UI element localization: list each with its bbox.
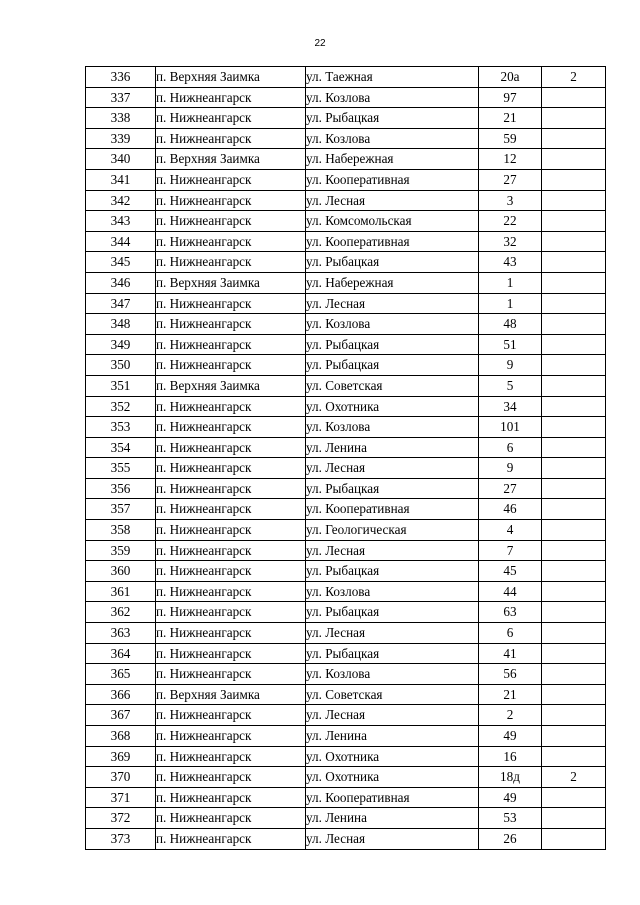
street-cell: ул. Козлова	[306, 581, 479, 602]
table-row	[86, 643, 606, 664]
extra-cell	[542, 520, 606, 541]
table-row	[86, 67, 606, 88]
row-number-cell: 354	[86, 437, 156, 458]
settlement-cell: п. Нижнеангарск	[156, 211, 306, 232]
street-cell: ул. Рыбацкая	[306, 602, 479, 623]
row-number-cell: 362	[86, 602, 156, 623]
row-number-cell: 342	[86, 190, 156, 211]
settlement-cell: п. Верхняя Заимка	[156, 375, 306, 396]
settlement-cell: п. Нижнеангарск	[156, 767, 306, 788]
extra-cell	[542, 478, 606, 499]
settlement-cell: п. Нижнеангарск	[156, 540, 306, 561]
extra-cell	[542, 705, 606, 726]
row-number-cell: 361	[86, 581, 156, 602]
table-row	[86, 602, 606, 623]
table-row	[86, 787, 606, 808]
settlement-cell: п. Нижнеангарск	[156, 746, 306, 767]
settlement-cell: п. Нижнеангарск	[156, 355, 306, 376]
house-number-cell: 32	[479, 231, 542, 252]
table-row	[86, 108, 606, 129]
house-number-cell: 45	[479, 561, 542, 582]
row-number-cell: 373	[86, 828, 156, 849]
extra-cell	[542, 458, 606, 479]
row-number-cell: 359	[86, 540, 156, 561]
house-number-cell: 26	[479, 828, 542, 849]
extra-cell	[542, 190, 606, 211]
street-cell: ул. Охотника	[306, 396, 479, 417]
extra-cell	[542, 231, 606, 252]
table-row	[86, 746, 606, 767]
street-cell: ул. Рыбацкая	[306, 561, 479, 582]
settlement-cell: п. Нижнеангарск	[156, 664, 306, 685]
street-cell: ул. Рыбацкая	[306, 334, 479, 355]
row-number-cell: 360	[86, 561, 156, 582]
house-number-cell: 41	[479, 643, 542, 664]
street-cell: ул. Комсомольская	[306, 211, 479, 232]
house-number-cell: 27	[479, 169, 542, 190]
house-number-cell: 2	[479, 705, 542, 726]
row-number-cell: 371	[86, 787, 156, 808]
house-number-cell: 9	[479, 355, 542, 376]
table-row	[86, 767, 606, 788]
row-number-cell: 341	[86, 169, 156, 190]
row-number-cell: 358	[86, 520, 156, 541]
table-body	[86, 67, 606, 850]
row-number-cell: 337	[86, 87, 156, 108]
street-cell: ул. Лесная	[306, 705, 479, 726]
settlement-cell: п. Нижнеангарск	[156, 334, 306, 355]
street-cell: ул. Рыбацкая	[306, 478, 479, 499]
settlement-cell: п. Нижнеангарск	[156, 314, 306, 335]
settlement-cell: п. Нижнеангарск	[156, 458, 306, 479]
house-number-cell: 1	[479, 272, 542, 293]
street-cell: ул. Лесная	[306, 293, 479, 314]
street-cell: ул. Козлова	[306, 417, 479, 438]
table-row	[86, 375, 606, 396]
table-row	[86, 128, 606, 149]
extra-cell	[542, 149, 606, 170]
extra-cell	[542, 581, 606, 602]
settlement-cell: п. Верхняя Заимка	[156, 684, 306, 705]
street-cell: ул. Рыбацкая	[306, 643, 479, 664]
street-cell: ул. Козлова	[306, 314, 479, 335]
table-row	[86, 808, 606, 829]
row-number-cell: 364	[86, 643, 156, 664]
table-row	[86, 726, 606, 747]
house-number-cell: 21	[479, 684, 542, 705]
settlement-cell: п. Нижнеангарск	[156, 252, 306, 273]
table-row	[86, 664, 606, 685]
house-number-cell: 18д	[479, 767, 542, 788]
house-number-cell: 48	[479, 314, 542, 335]
house-number-cell: 59	[479, 128, 542, 149]
street-cell: ул. Кооперативная	[306, 231, 479, 252]
row-number-cell: 369	[86, 746, 156, 767]
extra-cell	[542, 252, 606, 273]
table-row	[86, 293, 606, 314]
street-cell: ул. Советская	[306, 375, 479, 396]
house-number-cell: 53	[479, 808, 542, 829]
house-number-cell: 6	[479, 437, 542, 458]
extra-cell	[542, 108, 606, 129]
row-number-cell: 351	[86, 375, 156, 396]
table-row	[86, 437, 606, 458]
house-number-cell: 43	[479, 252, 542, 273]
extra-cell	[542, 684, 606, 705]
street-cell: ул. Ленина	[306, 808, 479, 829]
row-number-cell: 357	[86, 499, 156, 520]
table-row	[86, 169, 606, 190]
extra-cell	[542, 643, 606, 664]
settlement-cell: п. Верхняя Заимка	[156, 272, 306, 293]
house-number-cell: 56	[479, 664, 542, 685]
extra-cell	[542, 499, 606, 520]
extra-cell	[542, 272, 606, 293]
table-row	[86, 540, 606, 561]
settlement-cell: п. Нижнеангарск	[156, 643, 306, 664]
street-cell: ул. Кооперативная	[306, 787, 479, 808]
settlement-cell: п. Нижнеангарск	[156, 602, 306, 623]
table-row	[86, 561, 606, 582]
row-number-cell: 339	[86, 128, 156, 149]
house-number-cell: 44	[479, 581, 542, 602]
settlement-cell: п. Нижнеангарск	[156, 705, 306, 726]
settlement-cell: п. Нижнеангарск	[156, 478, 306, 499]
house-number-cell: 63	[479, 602, 542, 623]
extra-cell	[542, 787, 606, 808]
extra-cell	[542, 808, 606, 829]
settlement-cell: п. Нижнеангарск	[156, 437, 306, 458]
street-cell: ул. Козлова	[306, 87, 479, 108]
street-cell: ул. Лесная	[306, 623, 479, 644]
extra-cell	[542, 314, 606, 335]
house-number-cell: 34	[479, 396, 542, 417]
extra-cell	[542, 561, 606, 582]
table-row	[86, 149, 606, 170]
street-cell: ул. Рыбацкая	[306, 355, 479, 376]
settlement-cell: п. Нижнеангарск	[156, 108, 306, 129]
settlement-cell: п. Нижнеангарск	[156, 581, 306, 602]
house-number-cell: 6	[479, 623, 542, 644]
extra-cell	[542, 726, 606, 747]
house-number-cell: 4	[479, 520, 542, 541]
extra-cell	[542, 417, 606, 438]
row-number-cell: 368	[86, 726, 156, 747]
extra-cell	[542, 540, 606, 561]
table-row	[86, 520, 606, 541]
house-number-cell: 21	[479, 108, 542, 129]
row-number-cell: 353	[86, 417, 156, 438]
house-number-cell: 49	[479, 726, 542, 747]
street-cell: ул. Козлова	[306, 664, 479, 685]
table-row	[86, 87, 606, 108]
table-row	[86, 478, 606, 499]
extra-cell	[542, 128, 606, 149]
house-number-cell: 20а	[479, 67, 542, 88]
row-number-cell: 343	[86, 211, 156, 232]
extra-cell: 2	[542, 67, 606, 88]
extra-cell	[542, 169, 606, 190]
table-row	[86, 684, 606, 705]
table-row	[86, 417, 606, 438]
table-row	[86, 211, 606, 232]
house-number-cell: 3	[479, 190, 542, 211]
settlement-cell: п. Нижнеангарск	[156, 828, 306, 849]
house-number-cell: 49	[479, 787, 542, 808]
settlement-cell: п. Нижнеангарск	[156, 231, 306, 252]
table-row	[86, 396, 606, 417]
row-number-cell: 355	[86, 458, 156, 479]
street-cell: ул. Лесная	[306, 828, 479, 849]
street-cell: ул. Таежная	[306, 67, 479, 88]
row-number-cell: 346	[86, 272, 156, 293]
house-number-cell: 22	[479, 211, 542, 232]
settlement-cell: п. Нижнеангарск	[156, 417, 306, 438]
table-row	[86, 623, 606, 644]
row-number-cell: 348	[86, 314, 156, 335]
house-number-cell: 7	[479, 540, 542, 561]
row-number-cell: 336	[86, 67, 156, 88]
settlement-cell: п. Нижнеангарск	[156, 169, 306, 190]
row-number-cell: 366	[86, 684, 156, 705]
row-number-cell: 367	[86, 705, 156, 726]
table-row	[86, 190, 606, 211]
row-number-cell: 365	[86, 664, 156, 685]
street-cell: ул. Охотника	[306, 767, 479, 788]
extra-cell	[542, 396, 606, 417]
street-cell: ул. Советская	[306, 684, 479, 705]
extra-cell	[542, 437, 606, 458]
street-cell: ул. Ленина	[306, 726, 479, 747]
row-number-cell: 344	[86, 231, 156, 252]
settlement-cell: п. Нижнеангарск	[156, 499, 306, 520]
extra-cell	[542, 293, 606, 314]
extra-cell	[542, 211, 606, 232]
table-row	[86, 334, 606, 355]
extra-cell	[542, 828, 606, 849]
page-number: 22	[314, 38, 326, 49]
row-number-cell: 345	[86, 252, 156, 273]
settlement-cell: п. Нижнеангарск	[156, 293, 306, 314]
street-cell: ул. Рыбацкая	[306, 108, 479, 129]
street-cell: ул. Ленина	[306, 437, 479, 458]
house-number-cell: 9	[479, 458, 542, 479]
street-cell: ул. Набережная	[306, 149, 479, 170]
table-row	[86, 458, 606, 479]
row-number-cell: 356	[86, 478, 156, 499]
house-number-cell: 101	[479, 417, 542, 438]
address-table	[85, 66, 606, 850]
extra-cell	[542, 334, 606, 355]
extra-cell	[542, 746, 606, 767]
table-row	[86, 314, 606, 335]
table-row	[86, 355, 606, 376]
street-cell: ул. Лесная	[306, 540, 479, 561]
row-number-cell: 338	[86, 108, 156, 129]
street-cell: ул. Геологическая	[306, 520, 479, 541]
extra-cell	[542, 623, 606, 644]
house-number-cell: 12	[479, 149, 542, 170]
house-number-cell: 16	[479, 746, 542, 767]
settlement-cell: п. Нижнеангарск	[156, 787, 306, 808]
table-row	[86, 705, 606, 726]
table-row	[86, 252, 606, 273]
settlement-cell: п. Нижнеангарск	[156, 808, 306, 829]
street-cell: ул. Кооперативная	[306, 169, 479, 190]
row-number-cell: 340	[86, 149, 156, 170]
street-cell: ул. Лесная	[306, 458, 479, 479]
row-number-cell: 349	[86, 334, 156, 355]
settlement-cell: п. Нижнеангарск	[156, 623, 306, 644]
settlement-cell: п. Верхняя Заимка	[156, 67, 306, 88]
house-number-cell: 1	[479, 293, 542, 314]
table-row	[86, 499, 606, 520]
extra-cell: 2	[542, 767, 606, 788]
house-number-cell: 27	[479, 478, 542, 499]
row-number-cell: 352	[86, 396, 156, 417]
house-number-cell: 51	[479, 334, 542, 355]
extra-cell	[542, 375, 606, 396]
street-cell: ул. Кооперативная	[306, 499, 479, 520]
settlement-cell: п. Нижнеангарск	[156, 87, 306, 108]
street-cell: ул. Козлова	[306, 128, 479, 149]
row-number-cell: 363	[86, 623, 156, 644]
row-number-cell: 370	[86, 767, 156, 788]
street-cell: ул. Лесная	[306, 190, 479, 211]
street-cell: ул. Охотника	[306, 746, 479, 767]
table-row	[86, 828, 606, 849]
settlement-cell: п. Нижнеангарск	[156, 561, 306, 582]
house-number-cell: 97	[479, 87, 542, 108]
settlement-cell: п. Нижнеангарск	[156, 396, 306, 417]
row-number-cell: 372	[86, 808, 156, 829]
settlement-cell: п. Нижнеангарск	[156, 520, 306, 541]
settlement-cell: п. Нижнеангарск	[156, 190, 306, 211]
house-number-cell: 46	[479, 499, 542, 520]
extra-cell	[542, 602, 606, 623]
street-cell: ул. Рыбацкая	[306, 252, 479, 273]
table-row	[86, 581, 606, 602]
table-row	[86, 272, 606, 293]
street-cell: ул. Набережная	[306, 272, 479, 293]
settlement-cell: п. Нижнеангарск	[156, 128, 306, 149]
extra-cell	[542, 355, 606, 376]
table-row	[86, 231, 606, 252]
row-number-cell: 347	[86, 293, 156, 314]
extra-cell	[542, 664, 606, 685]
house-number-cell: 5	[479, 375, 542, 396]
extra-cell	[542, 87, 606, 108]
settlement-cell: п. Нижнеангарск	[156, 726, 306, 747]
settlement-cell: п. Верхняя Заимка	[156, 149, 306, 170]
row-number-cell: 350	[86, 355, 156, 376]
